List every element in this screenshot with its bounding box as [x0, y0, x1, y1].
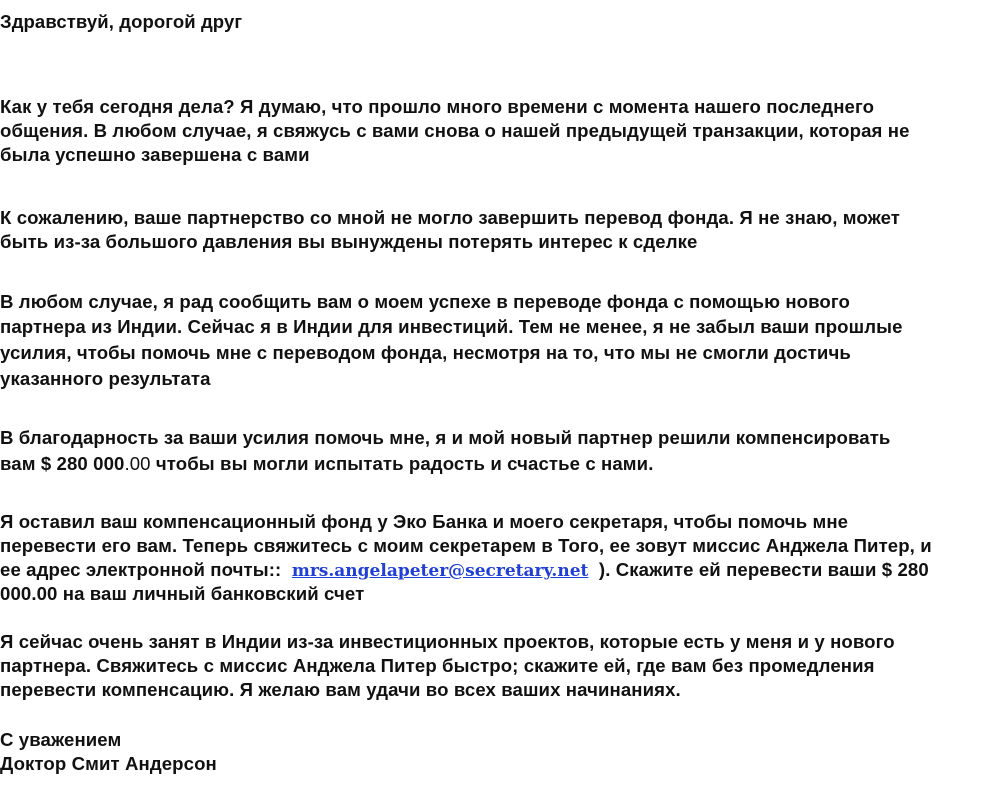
- closing: С уважением: [0, 729, 122, 750]
- paragraph-5-line-2: перевести его вам. Теперь свяжитесь с моим секретарем в Того, ее зовут миссис Анджела Питер, и: [0, 535, 932, 556]
- paragraph-4-line-2-rest: чтобы вы могли испытать радость и счастье с нами.: [150, 453, 654, 474]
- paragraph-5-line-3-rest: ). Скажите ей перевести ваши $ 280: [588, 559, 929, 580]
- paragraph-5-line-3: [0, 558, 929, 583]
- paragraph-3-line-1: В любом случае, я рад сообщить вам о моем успехе в переводе фонда с помощью нового: [0, 291, 850, 312]
- paragraph-6-line-1: Я сейчас очень занят в Индии из-за инвестиционных проектов, которые есть у меня и у нового: [0, 631, 895, 652]
- paragraph-3-line-2: партнера из Индии. Сейчас я в Индии для инвестиций. Тем не менее, я не забыл ваши прошлые: [0, 316, 903, 337]
- paragraph-5-line-1: Я оставил ваш компенсационный фонд у Эко Банка и моего секретаря, чтобы помочь мне: [0, 511, 849, 532]
- paragraph-4-line-2: [0, 452, 653, 476]
- paragraph-2-line-2: быть из-за большого давления вы вынуждены потерять интерес к сделке: [0, 231, 698, 252]
- secretary-email-link[interactable]: mrs.angelapeter@secretary.net: [291, 561, 589, 581]
- compensation-cents: .00: [124, 453, 151, 474]
- paragraph-1-line-3: была успешно завершена с вами: [0, 144, 310, 165]
- greeting: Здравствуй, дорогой друг: [0, 11, 243, 32]
- paragraph-1-line-1: Как у тебя сегодня дела? Я думаю, что прошло много времени с момента нашего последнего: [0, 96, 875, 117]
- paragraph-6-line-3: перевести компенсацию. Я желаю вам удачи во всех ваших начинаниях.: [0, 679, 681, 700]
- paragraph-2-line-1: К сожалению, ваше партнерство со мной не могло завершить перевод фонда. Я не знаю, может: [0, 207, 901, 228]
- paragraph-4-line-1: В благодарность за ваши усилия помочь мне, я и мой новый партнер решили компенсировать: [0, 427, 891, 448]
- paragraph-3-line-3: усилия, чтобы помочь мне с переводом фонда, несмотря на то, что мы не смогли достичь: [0, 342, 851, 363]
- paragraph-5-line-4: 000.00 на ваш личный банковский счет: [0, 583, 365, 604]
- paragraph-3-line-4: указанного результата: [0, 368, 211, 389]
- signature: Доктор Смит Андерсон: [0, 753, 217, 774]
- compensation-amount: вам $ 280 000: [0, 453, 125, 474]
- paragraph-1-line-2: общения. В любом случае, я свяжусь с вами снова о нашей предыдущей транзакции, которая не: [0, 120, 910, 141]
- paragraph-6-line-2: партнера. Свяжитесь с миссис Анджела Питер быстро; скажите ей, где вам без промедления: [0, 655, 875, 676]
- email-label: ее адрес электронной почты::: [0, 559, 292, 580]
